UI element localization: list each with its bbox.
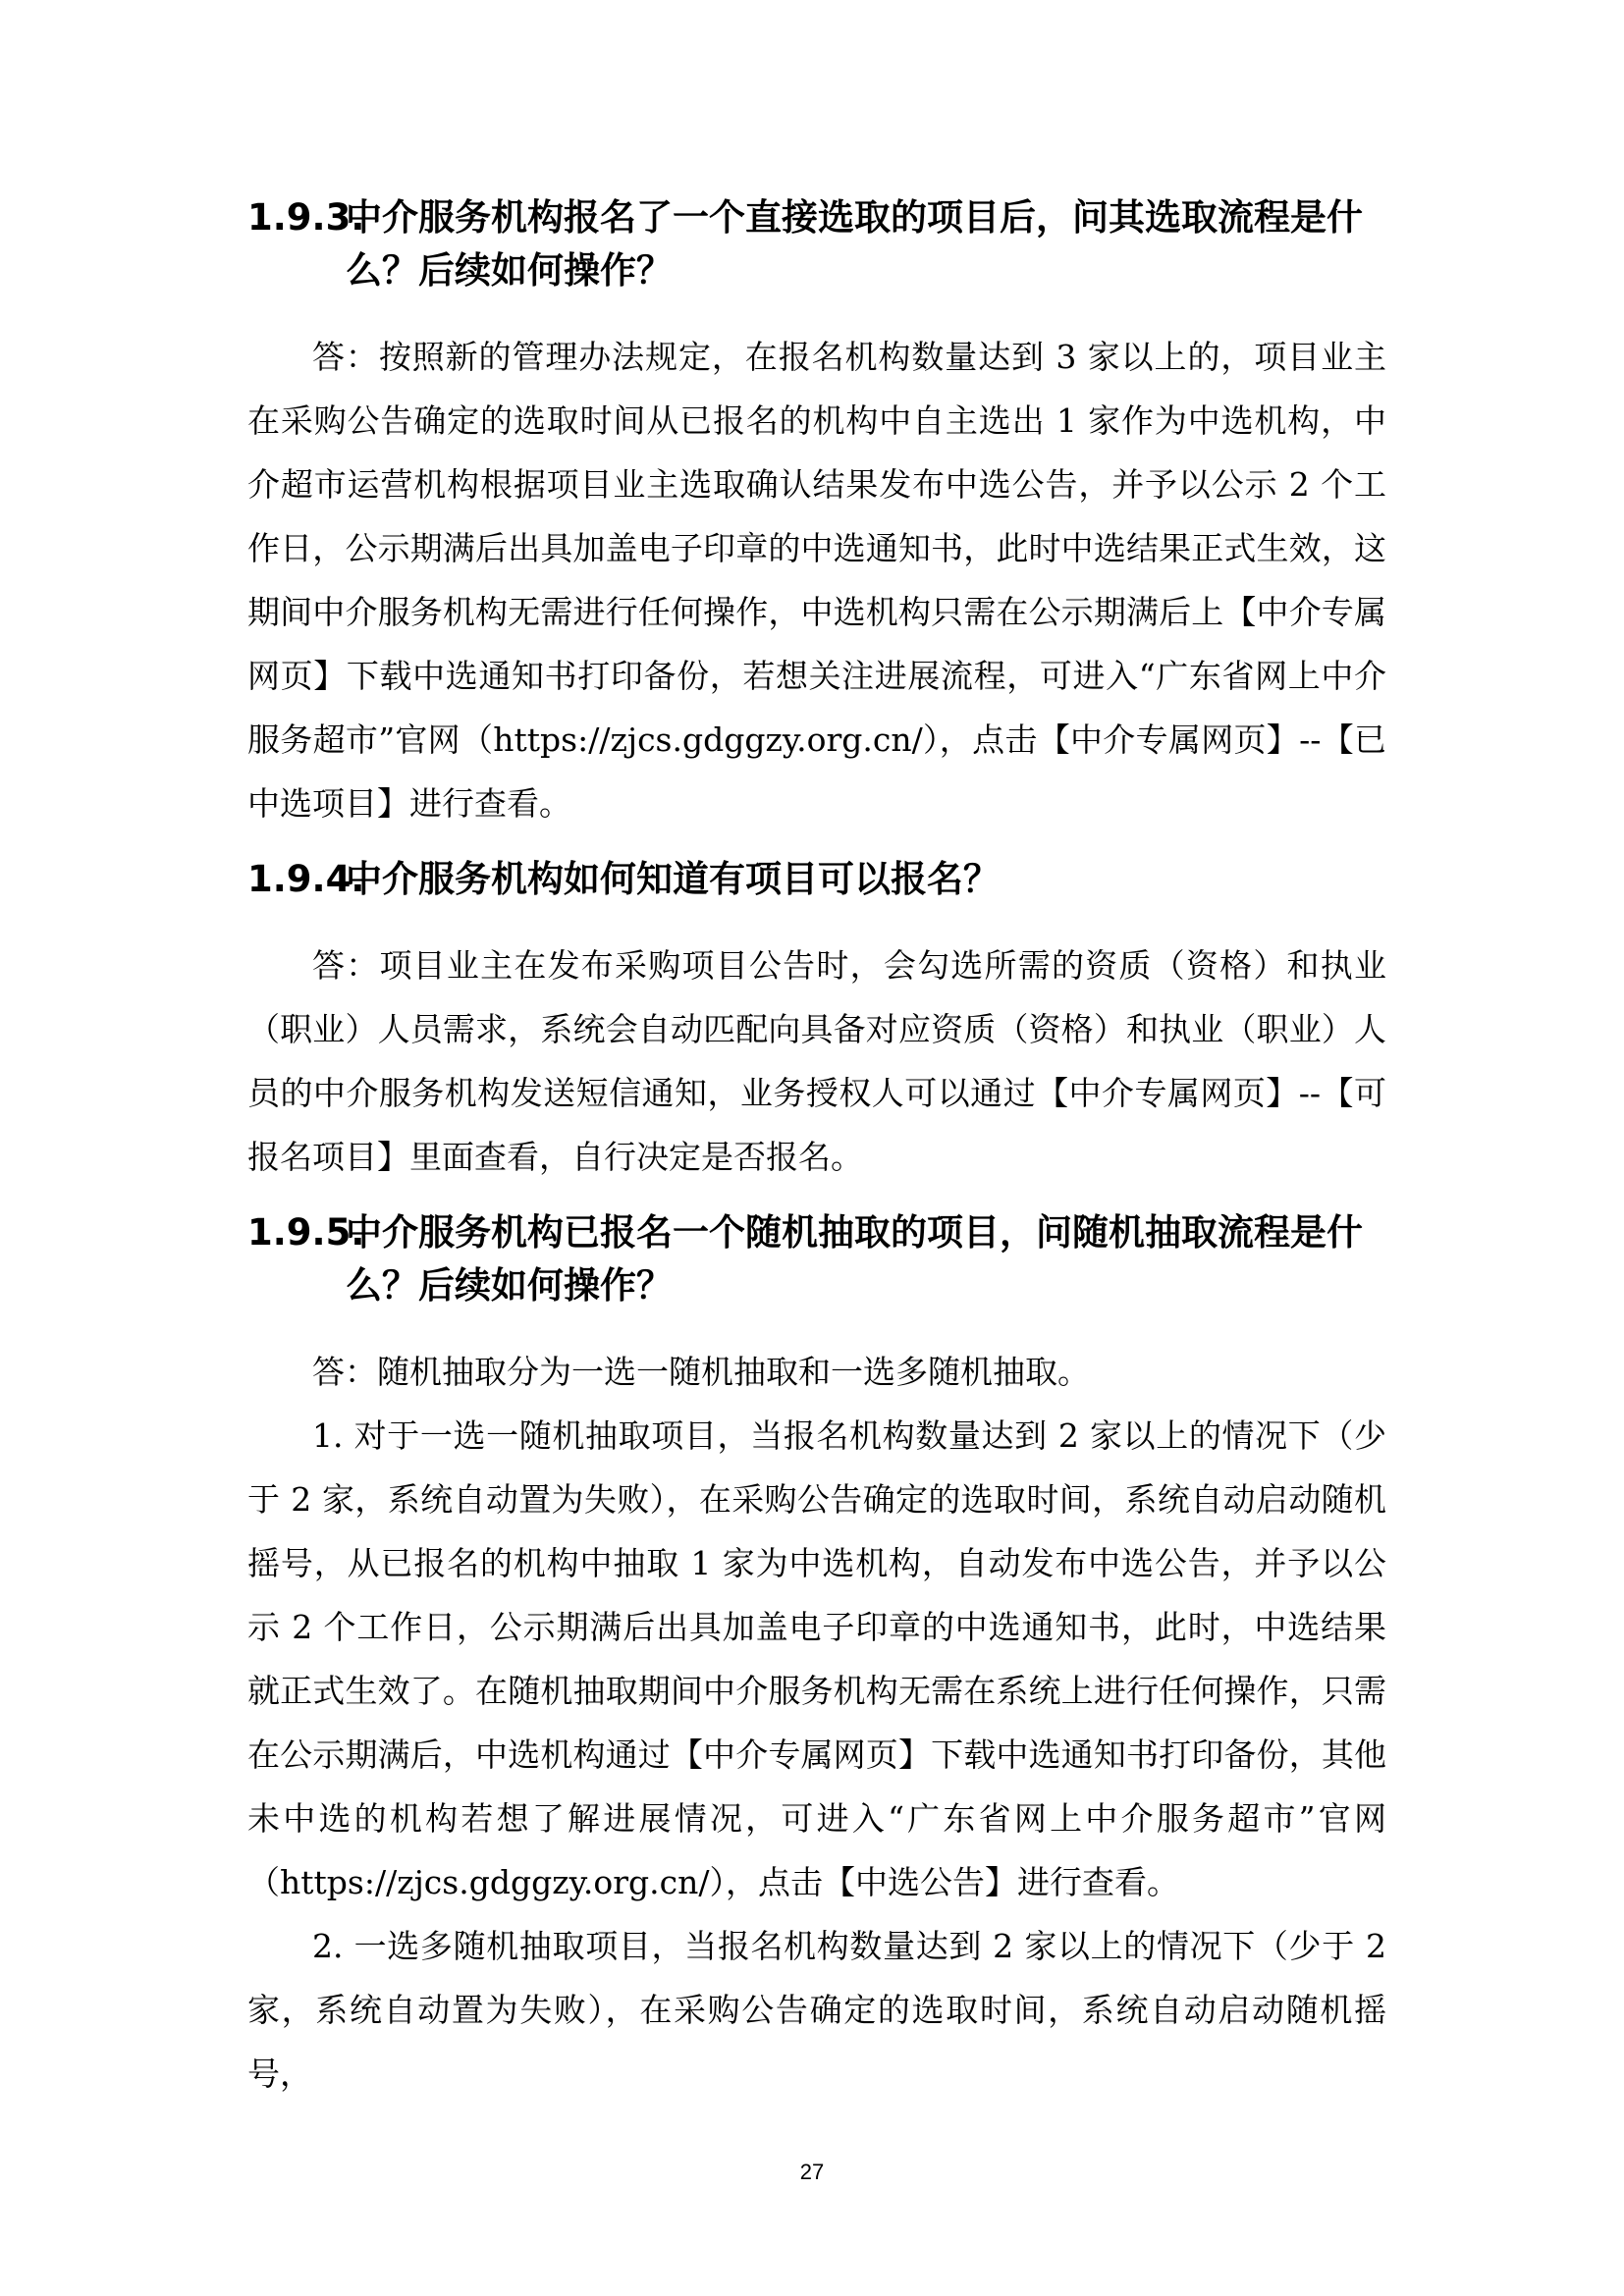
answer-paragraph: 答：按照新的管理办法规定，在报名机构数量达到 3 家以上的，项目业主在采购公告确定的选取时间从已报名的机构中自主选出 1 家作为中选机构，中介超市运营机构根据项目业主选取确认结果发布中选公告，并予以公示 2 个工作日，公示期满后出具加盖电子印章的中选通知书，此时中选结果正式生效，这期间中介服务机构无需进行任何操作，中选机构只需在公示期满后上【中介专属网页】下载中选通知书打印备份，若想关注进展流程，可进入“广东省网上中介服务超市”官网（https://zjcs.gdggzy.org.cn/），点击【中介专属网页】--【已中选项目】进行查看。 xyxy=(247,338,1386,823)
section-heading-1-9-5 xyxy=(247,1206,1386,1312)
page-content xyxy=(247,191,1386,2106)
answer-paragraph: 答：项目业主在发布采购项目公告时，会勾选所需的资质（资格）和执业（职业）人员需求，系统会自动匹配向具备对应资质（资格）和执业（职业）人员的中介服务机构发送短信通知，业务授权人可以通过【中介专属网页】--【可报名项目】里面查看，自行决定是否报名。 xyxy=(247,946,1386,1176)
section-title: 中介服务机构如何知道有项目可以报名？ xyxy=(346,858,1000,900)
answer-paragraph: 2. 一选多随机抽取项目，当报名机构数量达到 2 家以上的情况下（少于 2 家，系统自动置为失败），在采购公告确定的选取时间，系统自动启动随机摇号， xyxy=(247,1927,1386,2093)
section-heading-1-9-4 xyxy=(247,853,1386,906)
answer-paragraph: 答：随机抽取分为一选一随机抽取和一选多随机抽取。 xyxy=(312,1353,1090,1391)
answer-paragraph: 1. 对于一选一随机抽取项目，当报名机构数量达到 2 家以上的情况下（少于 2 家，系统自动置为失败），在采购公告确定的选取时间，系统自动启动随机摇号，从已报名的机构中抽取 1 家为中选机构，自动发布中选公告，并予以公示 2 个工作日，公示期满后出具加盖电子印章的中选通知书，此时，中选结果就正式生效了。在随机抽取期间中介服务机构无需在系统上进行任何操作，只需在公示期满后，中选机构通过【中介专属网页】下载中选通知书打印备份，其他未中选的机构若想了解进展情况，可进入“广东省网上中介服务超市”官网（https://zjcs.gdggzy.org.cn/），点击【中选公告】进行查看。 xyxy=(247,1416,1386,1901)
section-title: 中介服务机构报名了一个直接选取的项目后，问其选取流程是什么？后续如何操作？ xyxy=(346,196,1363,292)
section-number: 1.9.4. xyxy=(247,858,365,900)
section-number: 1.9.5. xyxy=(247,1211,365,1254)
section-number: 1.9.3. xyxy=(247,196,365,239)
page-number: 27 xyxy=(799,2160,825,2184)
section-title: 中介服务机构已报名一个随机抽取的项目，问随机抽取流程是什么？后续如何操作？ xyxy=(346,1211,1363,1307)
section-heading-1-9-3 xyxy=(247,191,1386,297)
